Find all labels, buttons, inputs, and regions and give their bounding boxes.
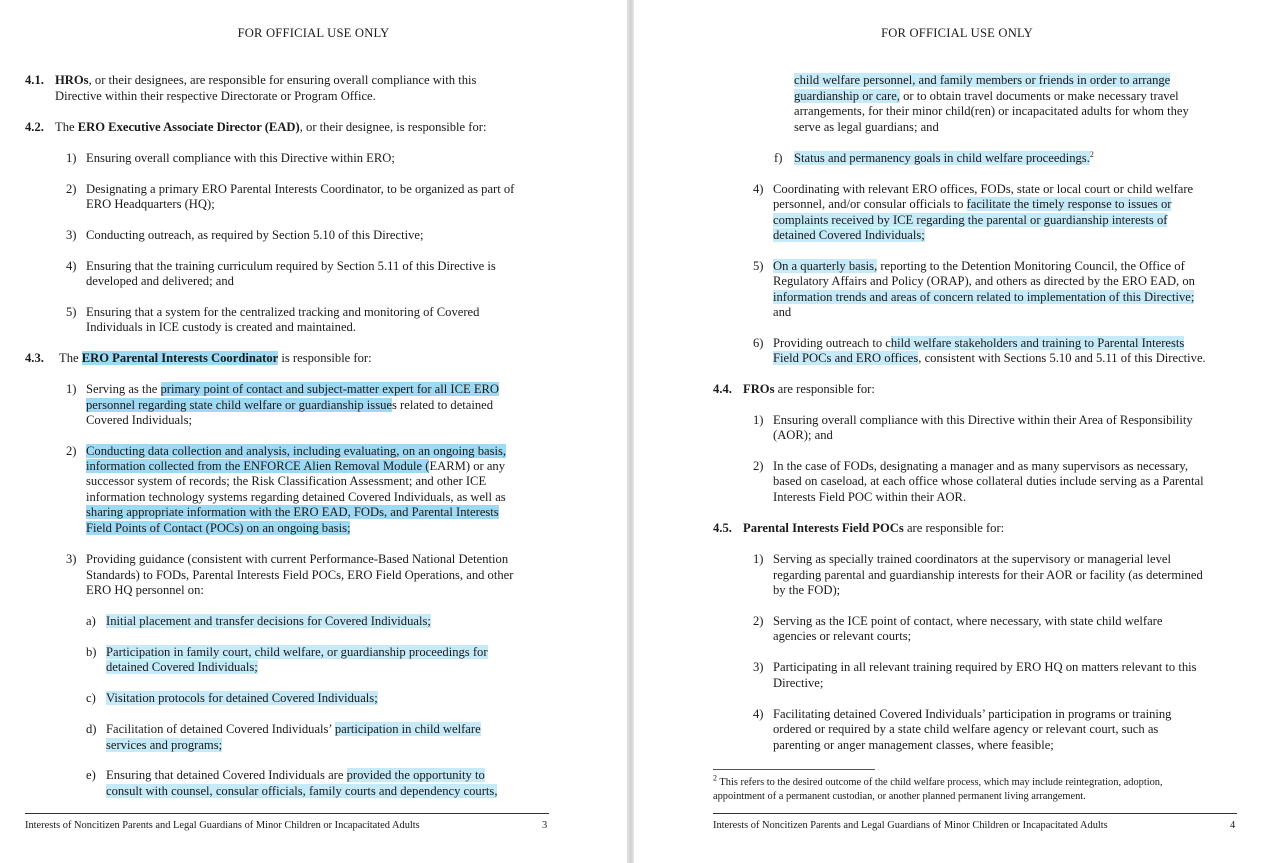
section-4-1-line: HROs, or their designees, are responsible for ensuring overall compliance with this	[55, 73, 477, 87]
highlight: On a quarterly basis,	[773, 259, 878, 273]
list-item: Designating a primary ERO Parental Interests Coordinator, to be organized as part of	[86, 182, 515, 196]
highlight: information trends and areas of concern related to implementation of this Directive;	[773, 290, 1195, 304]
list-number: 1)	[66, 382, 77, 396]
list-item: Serving as specially trained coordinators at the supervisory or managerial level	[773, 552, 1171, 566]
list-number: 2)	[66, 182, 77, 196]
sublist-letter: b)	[86, 645, 97, 659]
list-number: 2)	[753, 459, 764, 473]
highlight: detained Covered Individuals;	[773, 228, 925, 242]
list-item: Serving as the primary point of contact and subject-matter expert for all ICE ERO	[86, 382, 500, 396]
sublist-letter: d)	[86, 722, 97, 736]
list-item: Directive;	[773, 676, 824, 690]
list-number: 2)	[66, 444, 77, 458]
list-number: 5)	[66, 305, 77, 319]
highlight: personnel regarding state child welfare or guardianship issue	[86, 398, 392, 412]
section-number: 4.4.	[713, 382, 732, 396]
highlight: complaints received by ICE regarding the parental or guardianship interests of	[773, 213, 1168, 227]
highlight: guardianship or care,	[794, 89, 900, 103]
sublist-letter: e)	[86, 768, 96, 782]
section-number: 4.2.	[25, 120, 44, 134]
sublist-letter: c)	[86, 691, 96, 705]
sublist-item	[106, 691, 378, 707]
list-number: 1)	[66, 151, 77, 165]
list-item: personnel, and/or consular officials to facilitate the timely response to issues or	[773, 197, 1172, 211]
list-item: and	[773, 305, 792, 319]
list-item: Conducting outreach, as required by Section 5.10 of this Directive;	[86, 228, 424, 242]
list-item: information collected from the ENFORCE Alien Removal Module (EARM) or any	[86, 459, 506, 473]
section-4-3-heading: The ERO Parental Interests Coordinator is responsible for:	[59, 351, 372, 365]
list-item: On a quarterly basis, reporting to the Detention Monitoring Council, the Office of	[773, 259, 1185, 273]
sublist-item	[106, 660, 258, 676]
highlight: Status and permanency goals in child welfare proceedings.	[794, 151, 1090, 165]
sublist-letter: f)	[774, 151, 783, 165]
list-item: Providing guidance (consistent with current Performance-Based National Detention	[86, 552, 509, 566]
list-item: (AOR); and	[773, 428, 833, 442]
highlight: Field POCs and ERO offices	[773, 351, 919, 365]
list-item: Ensuring that the training curriculum required by Section 5.11 of this Directive is	[86, 259, 496, 273]
list-item: developed and delivered; and	[86, 274, 234, 288]
highlight: child welfare personnel, and family members or friends in order to arrange	[794, 73, 1171, 87]
list-number: 3)	[66, 552, 77, 566]
section-4-1-line: Directive within their respective Directorate or Program Office.	[55, 89, 376, 103]
highlight: Conducting data collection and analysis, including evaluating, on an ongoing basis,	[86, 444, 507, 458]
list-item: personnel regarding state child welfare or guardianship issues related to detained	[86, 398, 494, 412]
sublist-item: guardianship or care, or to obtain travel documents or make necessary travel	[794, 89, 1179, 103]
list-item: based on caseload, at each office whose collateral duties include serving as a Parental	[773, 474, 1204, 488]
page-number: 3	[542, 820, 548, 831]
list-item: In the case of FODs, designating a manager and as many supervisors as necessary,	[773, 459, 1189, 473]
list-number: 4)	[753, 182, 764, 196]
list-item: Field POCs and ERO offices, consistent with Sections 5.10 and 5.11 of this Directive.	[773, 351, 1206, 365]
list-item	[86, 505, 499, 521]
list-item: by the FOD);	[773, 583, 841, 597]
sublist-item: serve as legal guardians; and	[794, 120, 939, 134]
list-number: 5)	[753, 259, 764, 273]
footnote-rule	[713, 769, 875, 770]
list-item: Ensuring overall compliance with this Directive within their Area of Responsibility	[773, 413, 1193, 427]
highlight: consult with counsel, consular officials, family courts and dependency courts,	[106, 784, 498, 798]
page-divider	[627, 0, 634, 863]
list-item	[86, 521, 350, 537]
sublist-item: Ensuring that detained Covered Individuals are provided the opportunity to	[106, 768, 485, 782]
list-item: Providing outreach to child welfare stakeholders and training to Parental Interests	[773, 336, 1185, 350]
list-item: Standards) to FODs, Parental Interests Field POCs, ERO Field Operations, and other	[86, 568, 514, 582]
footer-rule	[25, 813, 549, 814]
highlight: primary point of contact and subject-matter expert for all ICE ERO	[160, 382, 500, 396]
list-item	[773, 290, 1194, 306]
list-item: ordered or required by a state child welfare agency or relevant court, such as	[773, 722, 1159, 736]
list-item: parenting or anger management classes, where feasible;	[773, 738, 1054, 752]
highlight: services and programs;	[106, 738, 223, 752]
list-item: Serving as the ICE point of contact, where necessary, with state child welfare	[773, 614, 1163, 628]
list-number: 4)	[753, 707, 764, 721]
list-number: 6)	[753, 336, 764, 350]
list-number: 4)	[66, 259, 77, 273]
list-item: Coordinating with relevant ERO offices, FODs, state or local court or child welfare	[773, 182, 1194, 196]
list-item: information technology systems regarding detained Covered Individuals, as well as	[86, 490, 506, 504]
list-item: Interests Field POC within their AOR.	[773, 490, 967, 504]
page-footer-title: Interests of Noncitizen Parents and Legal Guardians of Minor Children or Incapacitated Adults	[713, 820, 1108, 831]
section-4-2-heading: The ERO Executive Associate Director (EAD), or their designee, is responsible for:	[55, 120, 487, 134]
sublist-item	[106, 784, 497, 800]
page-footer-title: Interests of Noncitizen Parents and Legal Guardians of Minor Children or Incapacitated Adults	[25, 820, 420, 831]
highlight: Field Points of Contact (POCs) on an ongoing basis;	[86, 521, 351, 535]
footer-rule	[713, 813, 1237, 814]
list-item: Covered Individuals;	[86, 413, 192, 427]
list-item: Individuals in ICE custody is created and maintained.	[86, 320, 356, 334]
highlight: provided the opportunity to	[346, 768, 485, 782]
section-4-4-heading: FROs are responsible for:	[743, 382, 875, 396]
section-term: HROs	[55, 73, 89, 87]
highlight: sharing appropriate information with the ERO EAD, FODs, and Parental Interests	[86, 505, 499, 519]
footnote: appointment of a permanent custodian, or another planned permanent living arrangement.	[713, 791, 1086, 802]
list-item: Ensuring overall compliance with this Directive within ERO;	[86, 151, 395, 165]
sublist-letter: a)	[86, 614, 96, 628]
list-item: ERO HQ personnel on:	[86, 583, 204, 597]
highlight: Initial placement and transfer decisions for Covered Individuals;	[106, 614, 431, 628]
highlight: detained Covered Individuals;	[106, 660, 258, 674]
footnote-ref: 2	[1089, 149, 1094, 159]
section-number: 4.3.	[25, 351, 44, 365]
list-item: Regulatory Affairs and Policy (ORAP), and others as directed by the ERO EAD, on	[773, 274, 1195, 288]
list-item: regarding parental and guardianship interests for their AOR or facility (as determined	[773, 568, 1203, 582]
sublist-item: Facilitation of detained Covered Individuals’ participation in child welfare	[106, 722, 481, 736]
list-number: 3)	[753, 660, 764, 674]
highlight: participation in child welfare	[334, 722, 481, 736]
list-item	[86, 444, 506, 460]
sublist-item	[794, 73, 1170, 89]
list-item	[773, 228, 925, 244]
list-item	[773, 213, 1167, 229]
list-number: 3)	[66, 228, 77, 242]
page-3	[0, 0, 627, 863]
section-number: 4.5.	[713, 521, 732, 535]
page-4	[634, 0, 1280, 863]
sublist-item	[794, 151, 1094, 167]
page-header: FOR OFFICIAL USE ONLY	[237, 26, 390, 40]
list-item: Ensuring that a system for the centralized tracking and monitoring of Covered	[86, 305, 480, 319]
list-number: 1)	[753, 413, 764, 427]
page-number: 4	[1230, 820, 1236, 831]
list-item: ERO Headquarters (HQ);	[86, 197, 215, 211]
highlighted-term: ERO Parental Interests Coordinator	[81, 351, 279, 365]
list-number: 1)	[753, 552, 764, 566]
highlight: hild welfare stakeholders and training to Parental Interests	[890, 336, 1185, 350]
highlight: facilitate the timely response to issues or	[966, 197, 1172, 211]
list-number: 2)	[753, 614, 764, 628]
sublist-item: arrangements, for their minor child(ren) or incapacitated adults for whom they	[794, 104, 1189, 118]
sublist-item	[106, 614, 431, 630]
list-item: successor system of records; the Risk Classification Assessment; and other ICE	[86, 474, 487, 488]
list-item: Facilitating detained Covered Individuals’ participation in programs or training	[773, 707, 1172, 721]
section-4-5-heading: Parental Interests Field POCs are responsible for:	[743, 521, 1005, 535]
highlight: Participation in family court, child welfare, or guardianship proceedings for	[106, 645, 488, 659]
sublist-item	[106, 645, 488, 661]
highlight: Visitation protocols for detained Covered Individuals;	[106, 691, 378, 705]
sublist-item	[106, 738, 222, 754]
list-item: Participating in all relevant training required by ERO HQ on matters relevant to this	[773, 660, 1197, 674]
footnote: $^2$ This refers to the desired outcome of the child welfare process, which may include reintegration, adoption,	[713, 773, 1163, 788]
highlight: information collected from the ENFORCE Alien Removal Module (	[86, 459, 430, 473]
page-header: FOR OFFICIAL USE ONLY	[881, 26, 1033, 40]
list-item: agencies or relevant courts;	[773, 629, 912, 643]
section-number: 4.1.	[25, 73, 44, 87]
